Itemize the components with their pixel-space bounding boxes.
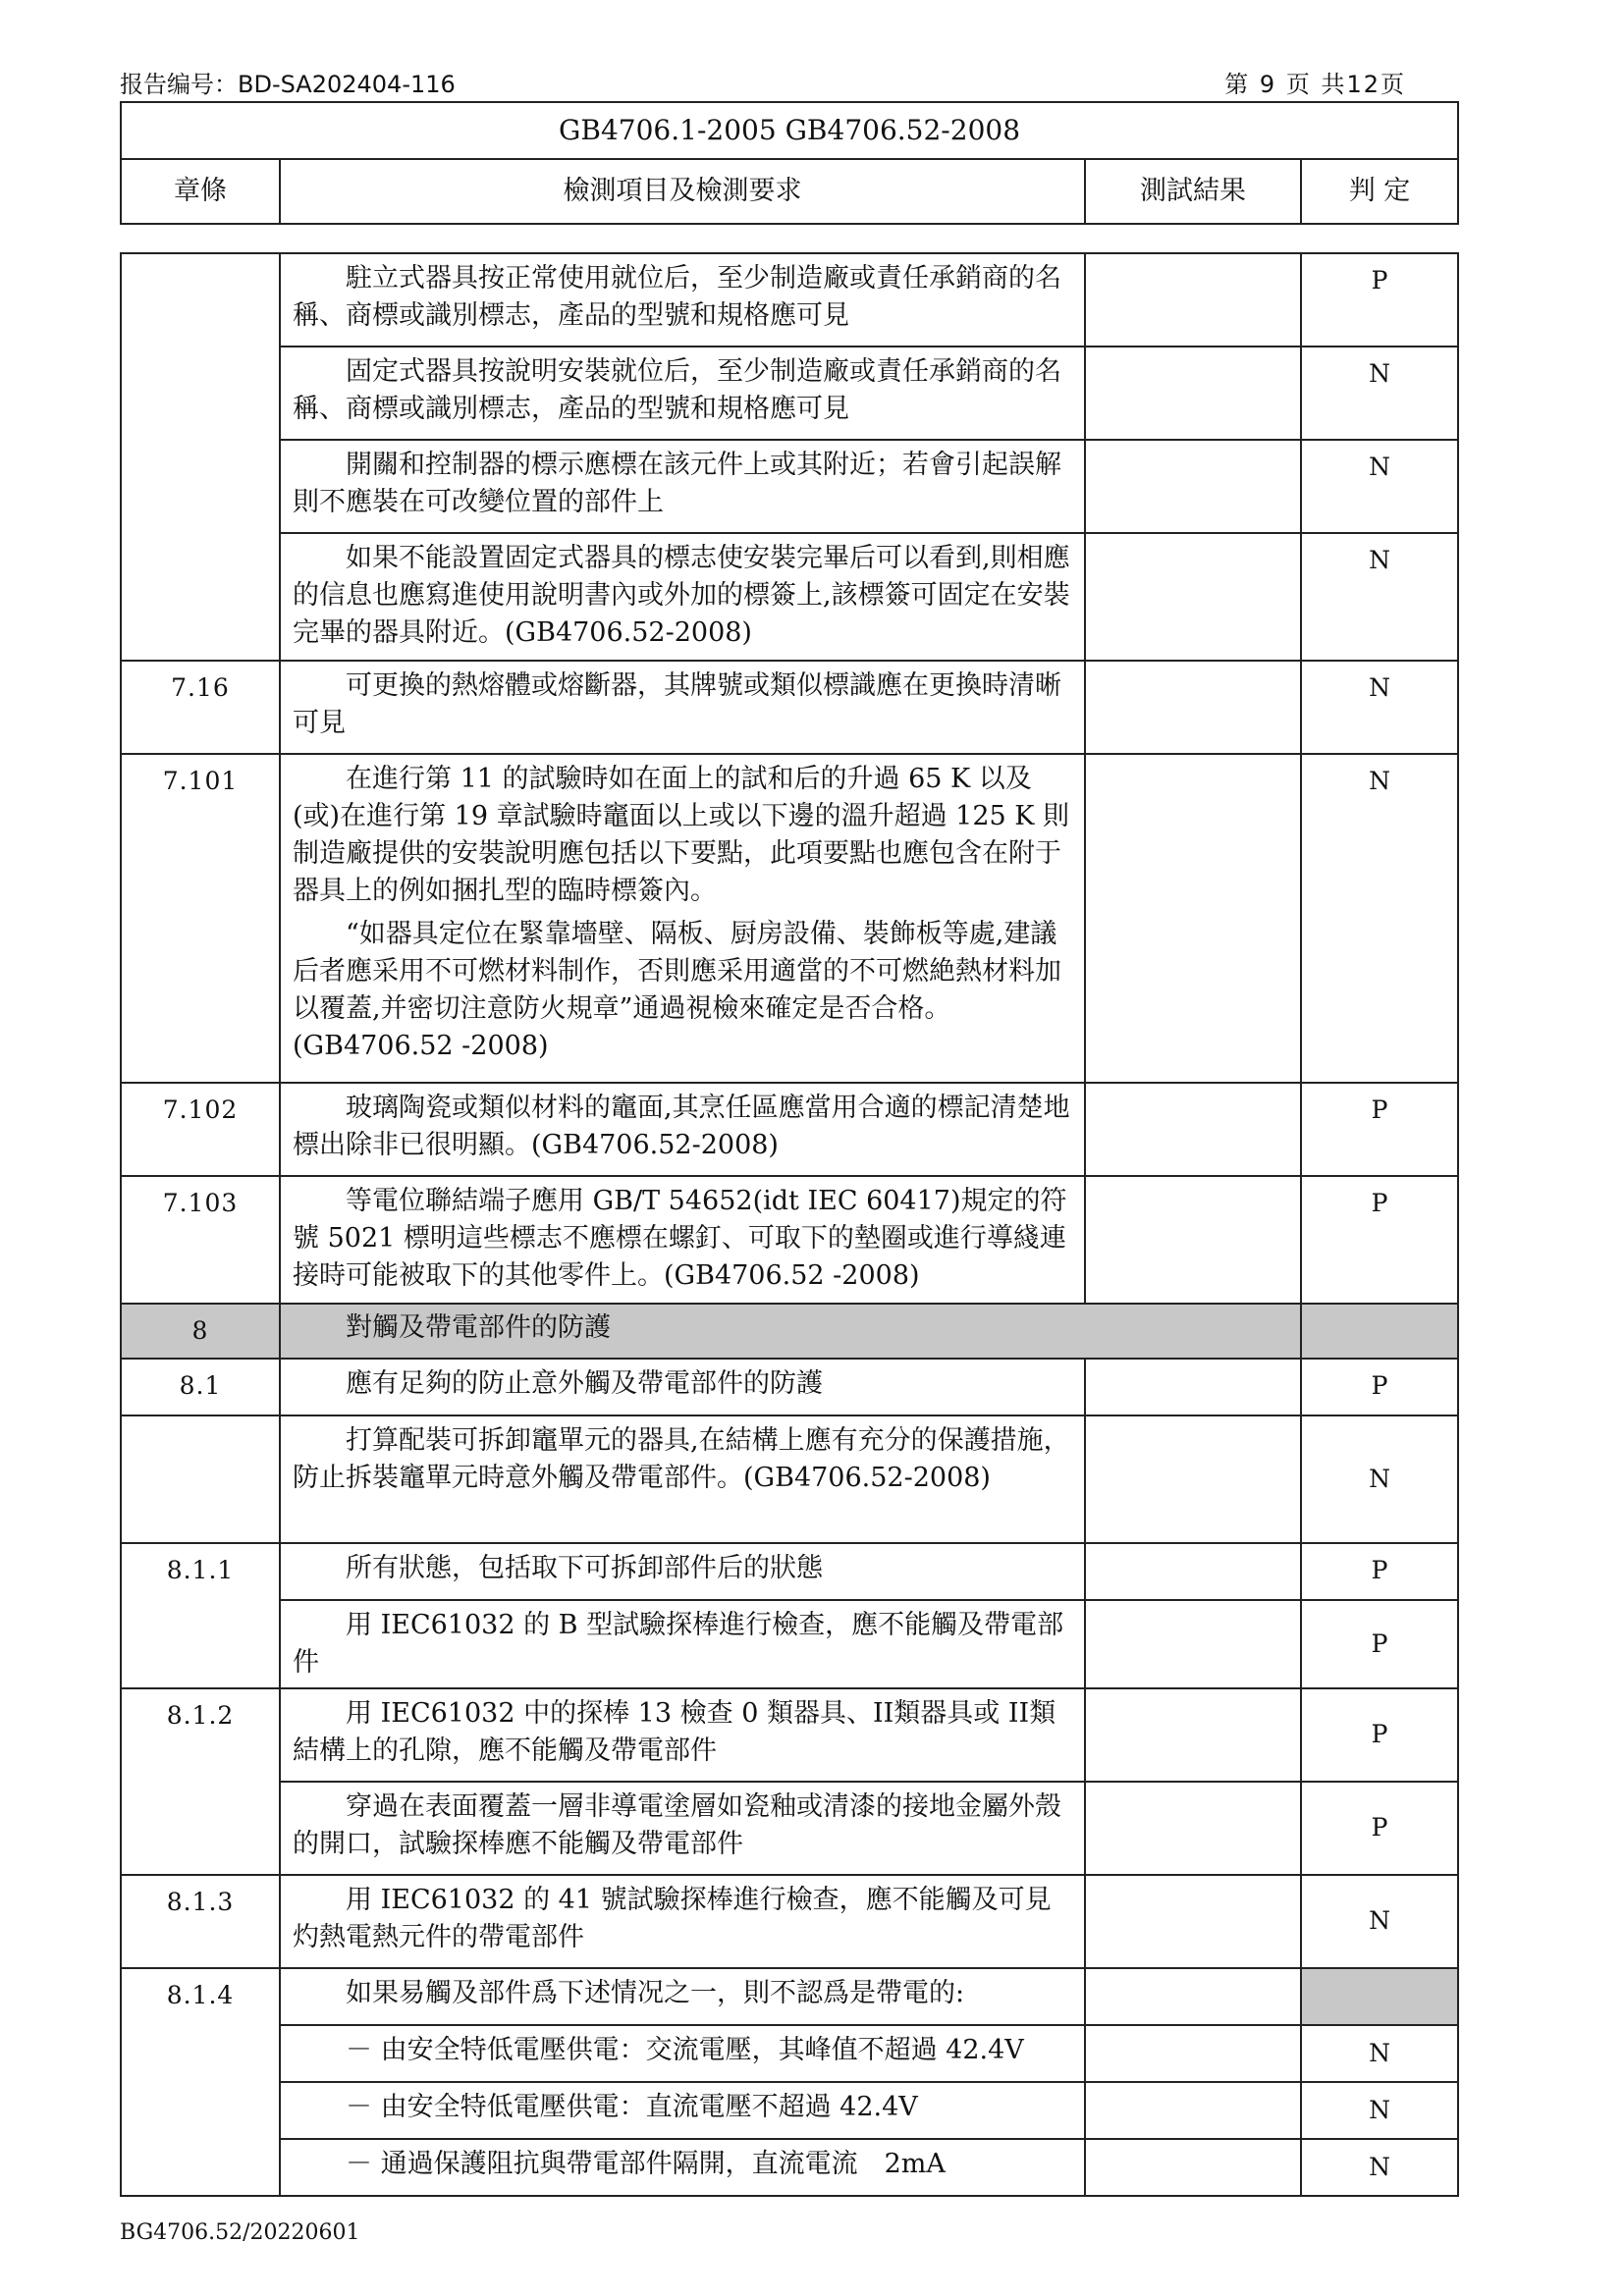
requirement-text: 穿過在表面覆蓋一層非導電塗層如瓷釉或清漆的接地金屬外殼的開口，試驗探棒應不能觸及帶電部件 [293, 1791, 1061, 1859]
requirement-cell [280, 1415, 1085, 1543]
result-cell [1085, 253, 1301, 347]
page-topline [120, 65, 1455, 98]
table-row [121, 347, 1458, 440]
verdict-cell: P [1301, 1688, 1458, 1782]
clause-cell [121, 1415, 280, 1543]
table-row [121, 1083, 1458, 1176]
result-cell [1085, 2139, 1301, 2196]
requirement-cell [280, 1875, 1085, 1968]
table-row [121, 1600, 1458, 1688]
clause-cell [121, 253, 280, 661]
verdict-cell: N [1301, 2082, 1458, 2139]
result-cell [1085, 440, 1301, 533]
requirement-cell [280, 754, 1085, 1083]
verdict-cell: P [1301, 253, 1458, 347]
verdict-cell: N [1301, 1415, 1458, 1543]
verdict-cell: P [1301, 1176, 1458, 1304]
verdict-cell: N [1301, 1875, 1458, 1968]
requirement-text: 固定式器具按說明安裝就位后，至少制造廠或責任承銷商的名稱、商標或識別標志，產品的型號和規格應可見 [293, 356, 1061, 424]
verdict-cell: N [1301, 533, 1458, 661]
requirement-cell [280, 2082, 1085, 2139]
result-cell [1085, 533, 1301, 661]
clause-cell: 7.101 [121, 754, 280, 1083]
verdict-cell: N [1301, 440, 1458, 533]
table-row [121, 1688, 1458, 1782]
requirement-text: － 由安全特低電壓供電：直流電壓不超過 42.4V [346, 2092, 918, 2122]
requirement-text: 開關和控制器的標示應標在該元件上或其附近；若會引起誤解則不應裝在可改變位置的部件上 [293, 450, 1061, 517]
verdict-cell [1301, 1304, 1458, 1359]
requirement-cell [280, 253, 1085, 347]
requirement-cell [280, 440, 1085, 533]
table-row [121, 533, 1458, 661]
table-row [121, 2139, 1458, 2196]
standards-title: GB4706.1-2005 GB4706.52-2008 [121, 102, 1458, 159]
page-number: 第 9 页 共12页 [1224, 71, 1406, 98]
table-row [121, 1875, 1458, 1968]
col-verdict-header: 判 定 [1301, 159, 1458, 224]
table-row [121, 2082, 1458, 2139]
clause-cell: 8.1.4 [121, 1968, 280, 2196]
requirement-cell [280, 1543, 1085, 1600]
result-cell [1085, 2082, 1301, 2139]
verdict-cell: P [1301, 1600, 1458, 1688]
requirement-text: 可更換的熱熔體或熔斷器，其牌號或類似標識應在更換時清晰可見 [293, 670, 1061, 738]
col-clause-header: 章條 [121, 159, 280, 224]
table-row [121, 1304, 1458, 1359]
result-cell [1085, 1688, 1301, 1782]
requirement-text: 用 IEC61032 中的探棒 13 檢查 0 類器具、II類器具或 II類結構上的孔隙，應不能觸及帶電部件 [293, 1698, 1056, 1766]
verdict-cell: P [1301, 1543, 1458, 1600]
result-cell [1085, 1083, 1301, 1176]
result-cell [1085, 1359, 1301, 1415]
requirement-cell [280, 347, 1085, 440]
requirement-text: 等電位聯結端子應用 GB/T 54652(idt IEC 60417)規定的符號 5021 標明這些標志不應標在螺釘、可取下的墊圈或進行導綫連接時可能被取下的其他零件上。(GB4706.52 -2008) [293, 1186, 1067, 1291]
requirement-cell [280, 1083, 1085, 1176]
requirement-cell [280, 1176, 1085, 1304]
requirement-text: 如果易觸及部件爲下述情况之一，則不認爲是帶電的: [346, 1978, 965, 2008]
requirement-text: 如果不能設置固定式器具的標志使安裝完畢后可以看到,則相應的信息也應寫進使用說明書內或外加的標簽上,該標簽可固定在安裝完畢的器具附近。(GB4706.52-2008) [293, 543, 1070, 648]
verdict-cell: N [1301, 2139, 1458, 2196]
result-cell [1085, 1415, 1301, 1543]
requirement-text: 用 IEC61032 的 41 號試驗探棒進行檢查，應不能觸及可見灼熱電熱元件的帶電部件 [293, 1885, 1052, 1952]
requirement-cell [280, 1304, 1301, 1359]
requirement-cell [280, 1359, 1085, 1415]
clause-cell: 8.1.3 [121, 1875, 280, 1968]
result-cell [1085, 1875, 1301, 1968]
table-row [121, 1176, 1458, 1304]
requirement-text: － 由安全特低電壓供電：交流電壓，其峰值不超過 42.4V [346, 2035, 1024, 2065]
requirement-cell [280, 1600, 1085, 1688]
result-cell [1085, 754, 1301, 1083]
report-number: 报告编号：BD-SA202404-116 [120, 71, 456, 98]
clause-cell: 7.102 [121, 1083, 280, 1176]
clause-cell: 7.16 [121, 661, 280, 754]
requirement-cell [280, 661, 1085, 754]
result-cell [1085, 1543, 1301, 1600]
verdict-cell: N [1301, 661, 1458, 754]
table-row [121, 661, 1458, 754]
requirement-cell [280, 533, 1085, 661]
requirement-cell [280, 1688, 1085, 1782]
verdict-cell: P [1301, 1359, 1458, 1415]
table-row [121, 1968, 1458, 2025]
clause-cell: 8.1.2 [121, 1688, 280, 1875]
table-row [121, 754, 1458, 1083]
requirement-cell [280, 1968, 1085, 2025]
requirement-text: 玻璃陶瓷或類似材料的竈面,其烹任區應當用合適的標記清楚地標出除非已很明顯。(GB4706.52-2008) [293, 1093, 1070, 1160]
clause-cell: 8.1.1 [121, 1543, 280, 1688]
footer-code: BG4706.52/20220601 [120, 2220, 360, 2245]
requirement-text: 駐立式器具按正常使用就位后，至少制造廠或責任承銷商的名稱、商標或識別標志，產品的型號和規格應可見 [293, 263, 1061, 331]
result-cell [1085, 1176, 1301, 1304]
table-row [121, 440, 1458, 533]
requirement-text: 打算配裝可拆卸竈單元的器具,在結構上應有充分的保護措施，防止拆裝竈單元時意外觸及帶電部件。(GB4706.52-2008) [293, 1425, 1070, 1493]
requirement-text: 在進行第 11 的試驗時如在面上的試和后的升過 65 K 以及(或)在進行第 19 章試驗時竈面以上或以下邊的溫升超過 125 K 則制造廠提供的安裝說明應包括以下要點，此項要點也應包含在附于器具上的例如捆扎型的臨時標簽內。 [293, 764, 1070, 906]
requirement-cell [280, 2139, 1085, 2196]
requirement-text: “如器具定位在緊靠墻壁、隔板、厨房設備、裝飾板等處,建議后者應采用不可燃材料制作，否則應采用適當的不可燃絶熱材料加以覆蓋,并密切注意防火規章”通過視檢來確定是否合格。(GB4706.52 -2008) [293, 919, 1061, 1061]
table-row [121, 1782, 1458, 1875]
table-row [121, 1359, 1458, 1415]
result-cell [1085, 1968, 1301, 2025]
table-row [121, 1415, 1458, 1543]
result-cell [1085, 347, 1301, 440]
requirement-cell [280, 1782, 1085, 1875]
clause-cell: 8.1 [121, 1359, 280, 1415]
table-row [121, 1543, 1458, 1600]
verdict-cell: P [1301, 1782, 1458, 1875]
inspection-table [120, 252, 1459, 2197]
clause-cell: 8 [121, 1304, 280, 1359]
verdict-cell: P [1301, 1083, 1458, 1176]
result-cell [1085, 1600, 1301, 1688]
col-result-header: 測試結果 [1085, 159, 1301, 224]
verdict-cell: N [1301, 754, 1458, 1083]
requirement-text: 所有狀態，包括取下可拆卸部件后的狀態 [346, 1553, 823, 1583]
table-row [121, 253, 1458, 347]
verdict-cell: N [1301, 2025, 1458, 2082]
clause-cell: 7.103 [121, 1176, 280, 1304]
col-requirement-header: 檢測項目及檢測要求 [280, 159, 1085, 224]
requirement-cell [280, 2025, 1085, 2082]
verdict-cell: N [1301, 347, 1458, 440]
table-row [121, 2025, 1458, 2082]
requirement-text: 對觸及帶電部件的防護 [346, 1312, 611, 1343]
header-table [120, 101, 1459, 225]
verdict-cell [1301, 1968, 1458, 2025]
result-cell [1085, 1782, 1301, 1875]
requirement-text: 用 IEC61032 的 B 型試驗探棒進行檢查，應不能觸及帶電部件 [293, 1610, 1064, 1678]
result-cell [1085, 2025, 1301, 2082]
requirement-text: － 通過保護阻抗與帶電部件隔開，直流電流 2mA [346, 2149, 946, 2179]
result-cell [1085, 661, 1301, 754]
requirement-text: 應有足夠的防止意外觸及帶電部件的防護 [346, 1368, 823, 1399]
